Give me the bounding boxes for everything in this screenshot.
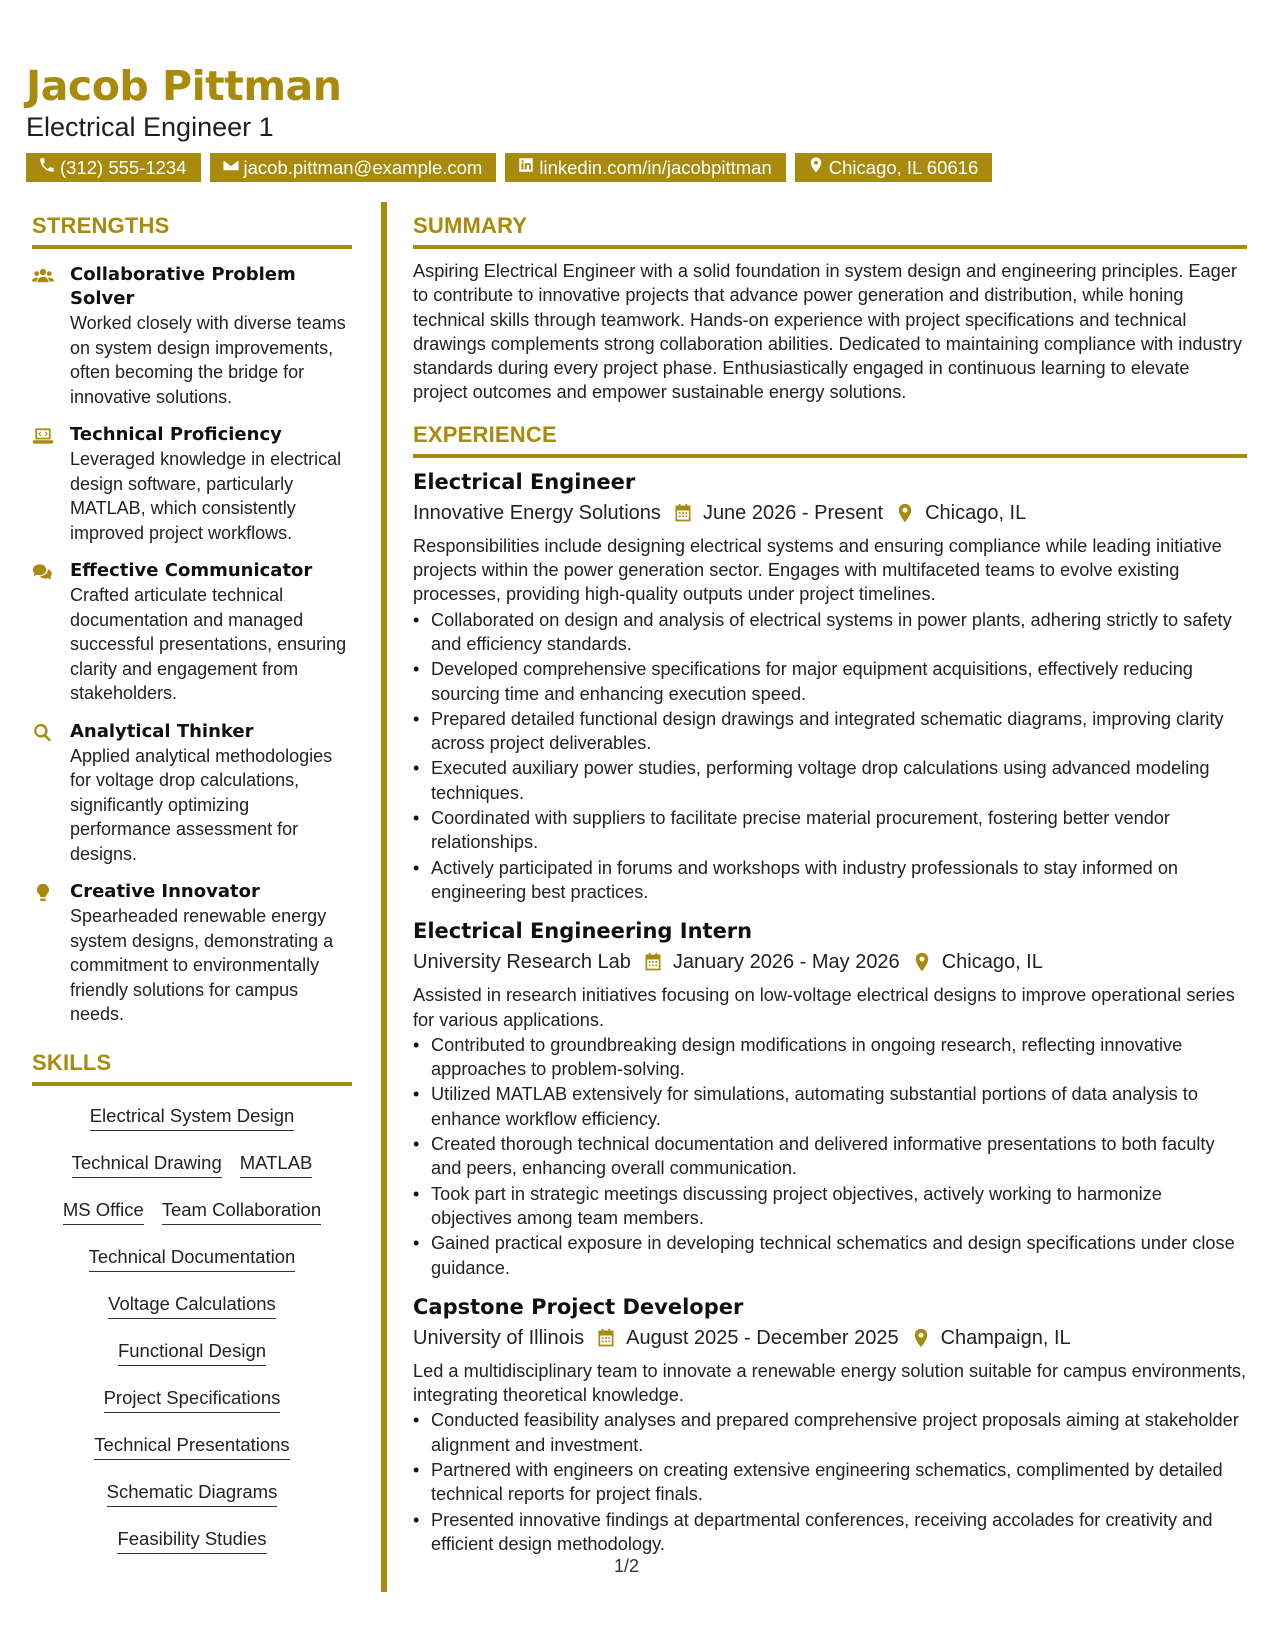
job-location: Chicago, IL <box>925 501 1027 524</box>
job-company: University Research Lab <box>413 951 631 974</box>
list-item: • Actively participated in forums and workshops with industry professionals to stay informed on engineering best practices. <box>413 856 1247 905</box>
skill-tag: Team Collaboration <box>162 1192 321 1225</box>
strength-title: Analytical Thinker <box>70 720 254 742</box>
strength-desc: Worked closely with diverse teams on system design improvements, often becoming the bridge for innovative solutions. <box>70 313 346 407</box>
map-pin-icon <box>911 1328 931 1348</box>
strengths-heading: STRENGTHS <box>32 212 352 249</box>
job-title: Capstone Project Developer <box>413 1294 744 1319</box>
job-bullets <box>413 1033 1247 1280</box>
contact-bar <box>26 153 1246 182</box>
skill-tag: Schematic Diagrams <box>107 1474 278 1507</box>
skill-tag: Voltage Calculations <box>108 1286 276 1319</box>
list-item: • Gained practical exposure in developing technical schematics and design specifications under close guidance. <box>413 1231 1247 1280</box>
right-column <box>413 212 1247 1557</box>
strength-item <box>32 559 352 706</box>
strength-title: Collaborative Problem Solver <box>70 264 296 309</box>
job-dates: June 2026 - Present <box>702 501 884 524</box>
job-company: University of Illinois <box>413 1326 585 1349</box>
job-description: Assisted in research initiatives focusing on low-voltage electrical designs to improve operational series for various applications. <box>413 985 1235 1030</box>
strength-desc: Leveraged knowledge in electrical design software, particularly MATLAB, which consistently improved project workflows. <box>70 449 342 543</box>
list-item: • Created thorough technical documentation and delivered informative presentations to both faculty and peers, enhancing overall communication. <box>413 1132 1247 1181</box>
job-location: Champaign, IL <box>940 1326 1071 1349</box>
lightbulb-icon <box>32 880 70 1027</box>
skill-tag: Technical Presentations <box>94 1427 289 1460</box>
strength-title: Technical Proficiency <box>70 424 282 445</box>
column-divider <box>381 202 387 1592</box>
page-number: 1/2 <box>614 1556 640 1576</box>
skill-tag: MS Office <box>63 1192 144 1225</box>
list-item: • Contributed to groundbreaking design modifications in ongoing research, reflecting innovative approaches to problem-solving. <box>413 1033 1247 1082</box>
list-item: • Coordinated with suppliers to facilitate precise material procurement, fostering better vendor relationships. <box>413 806 1247 855</box>
calendar-icon <box>596 1328 616 1348</box>
contact-phone[interactable] <box>26 153 201 182</box>
job-company: Innovative Energy Solutions <box>413 501 661 524</box>
linkedin-text: linkedin.com/in/jacobpittman <box>539 157 772 178</box>
list-item: • Took part in strategic meetings discussing project objectives, actively working to harmonize objectives among team members. <box>413 1182 1247 1231</box>
candidate-role: Electrical Engineer 1 <box>26 112 274 142</box>
users-icon <box>32 263 70 409</box>
phone-text: (312) 555-1234 <box>60 157 187 178</box>
job-bullets <box>413 1408 1247 1556</box>
skill-tag: MATLAB <box>240 1145 313 1178</box>
strength-item <box>32 423 352 545</box>
strength-title: Effective Communicator <box>70 560 313 581</box>
strength-title: Creative Innovator <box>70 881 260 902</box>
list-item: • Collaborated on design and analysis of electrical systems in power plants, adhering strictly to safety and efficiency standards. <box>413 608 1247 657</box>
job-entry <box>413 1292 1247 1556</box>
map-pin-icon <box>895 503 915 523</box>
job-bullets <box>413 608 1247 905</box>
contact-linkedin[interactable] <box>505 153 785 182</box>
search-icon <box>32 720 70 867</box>
skill-tag: Technical Documentation <box>89 1239 296 1272</box>
job-dates: January 2026 - May 2026 <box>672 951 900 974</box>
laptop-code-icon <box>32 423 70 545</box>
strength-item <box>32 720 352 867</box>
left-column <box>32 212 352 1568</box>
map-pin-icon <box>912 952 932 972</box>
comments-icon <box>32 559 70 706</box>
job-meta <box>413 1323 1247 1353</box>
contact-email[interactable] <box>210 153 497 182</box>
strength-item <box>32 880 352 1027</box>
email-text: jacob.pittman@example.com <box>243 157 483 178</box>
list-item: • Presented innovative findings at departmental conferences, receiving accolades for creativity and efficient design methodology. <box>413 1508 1247 1557</box>
list-item: • Executed auxiliary power studies, performing voltage drop calculations using advanced modeling techniques. <box>413 756 1247 805</box>
job-description: Responsibilities include designing electrical systems and ensuring compliance while leading initiative projects within the power generation sector. Engages with multifaceted teams to evolve existing processes, providing high-quality outputs under project timelines. <box>413 535 1222 605</box>
job-dates: August 2025 - December 2025 <box>626 1326 899 1349</box>
job-meta <box>413 947 1247 977</box>
experience-heading: EXPERIENCE <box>413 421 1247 458</box>
job-location: Chicago, IL <box>941 951 1043 974</box>
list-item: • Prepared detailed functional design drawings and integrated schematic diagrams, improving clarity across project deliverables. <box>413 707 1247 756</box>
list-item: • Conducted feasibility analyses and prepared comprehensive project proposals aiming at stakeholder alignment and investment. <box>413 1408 1247 1457</box>
job-meta <box>413 498 1247 528</box>
list-item: • Developed comprehensive specifications for major equipment acquisitions, effectively reducing sourcing time and enhancing execution speed. <box>413 657 1247 706</box>
skill-tag: Feasibility Studies <box>117 1521 266 1554</box>
skill-tag: Project Specifications <box>104 1380 281 1413</box>
list-item: • Utilized MATLAB extensively for simulations, automating substantial portions of data analysis to enhance workflow efficiency. <box>413 1082 1247 1131</box>
contact-location <box>795 153 992 182</box>
job-entry <box>413 916 1247 1280</box>
skill-tag: Electrical System Design <box>90 1098 295 1131</box>
skills-list <box>32 1086 352 1568</box>
map-pin-icon <box>807 153 825 182</box>
location-text: Chicago, IL 60616 <box>828 157 979 178</box>
envelope-icon <box>222 153 240 182</box>
job-title: Electrical Engineering Intern <box>413 919 753 944</box>
summary-text: Aspiring Electrical Engineer with a solid foundation in system design and engineering principles. Eager to contribute to innovative projects that advance power generation and distribution, while honing technical skills through teamwork. Hands-on experience with project specifications and technical drawings complements strong collaboration abilities. Dedicated to maintaining compliance with industry standards during every project phase. Enthusiastically engaged in continuous learning to elevate project outcomes and empower sustainable energy solutions. <box>413 261 1242 403</box>
resume-header <box>26 62 1246 182</box>
job-title: Electrical Engineer <box>413 469 636 494</box>
strength-desc: Applied analytical methodologies for voltage drop calculations, significantly optimizing performance assessment for designs. <box>70 745 333 864</box>
calendar-icon <box>673 503 693 523</box>
strength-desc: Spearheaded renewable energy system designs, demonstrating a commitment to environmentally friendly solutions for campus needs. <box>70 906 334 1024</box>
summary-heading: SUMMARY <box>413 212 1247 249</box>
linkedin-icon <box>517 153 535 182</box>
skills-heading: SKILLS <box>32 1049 352 1086</box>
job-description: Led a multidisciplinary team to innovate a renewable energy solution suitable for campus environments, integrating theoretical knowledge. <box>413 1360 1247 1406</box>
phone-icon <box>38 153 56 182</box>
candidate-name: Jacob Pittman <box>26 62 342 110</box>
strength-desc: Crafted articulate technical documentation and managed successful presentations, ensuring clarity and engagement from stakeholders. <box>70 585 347 703</box>
skill-tag: Technical Drawing <box>72 1145 222 1178</box>
strength-item <box>32 263 352 409</box>
skill-tag: Functional Design <box>118 1333 266 1366</box>
job-entry <box>413 467 1247 904</box>
list-item: • Partnered with engineers on creating extensive engineering schematics, complimented by detailed technical reports for project finals. <box>413 1458 1247 1507</box>
calendar-icon <box>643 952 663 972</box>
